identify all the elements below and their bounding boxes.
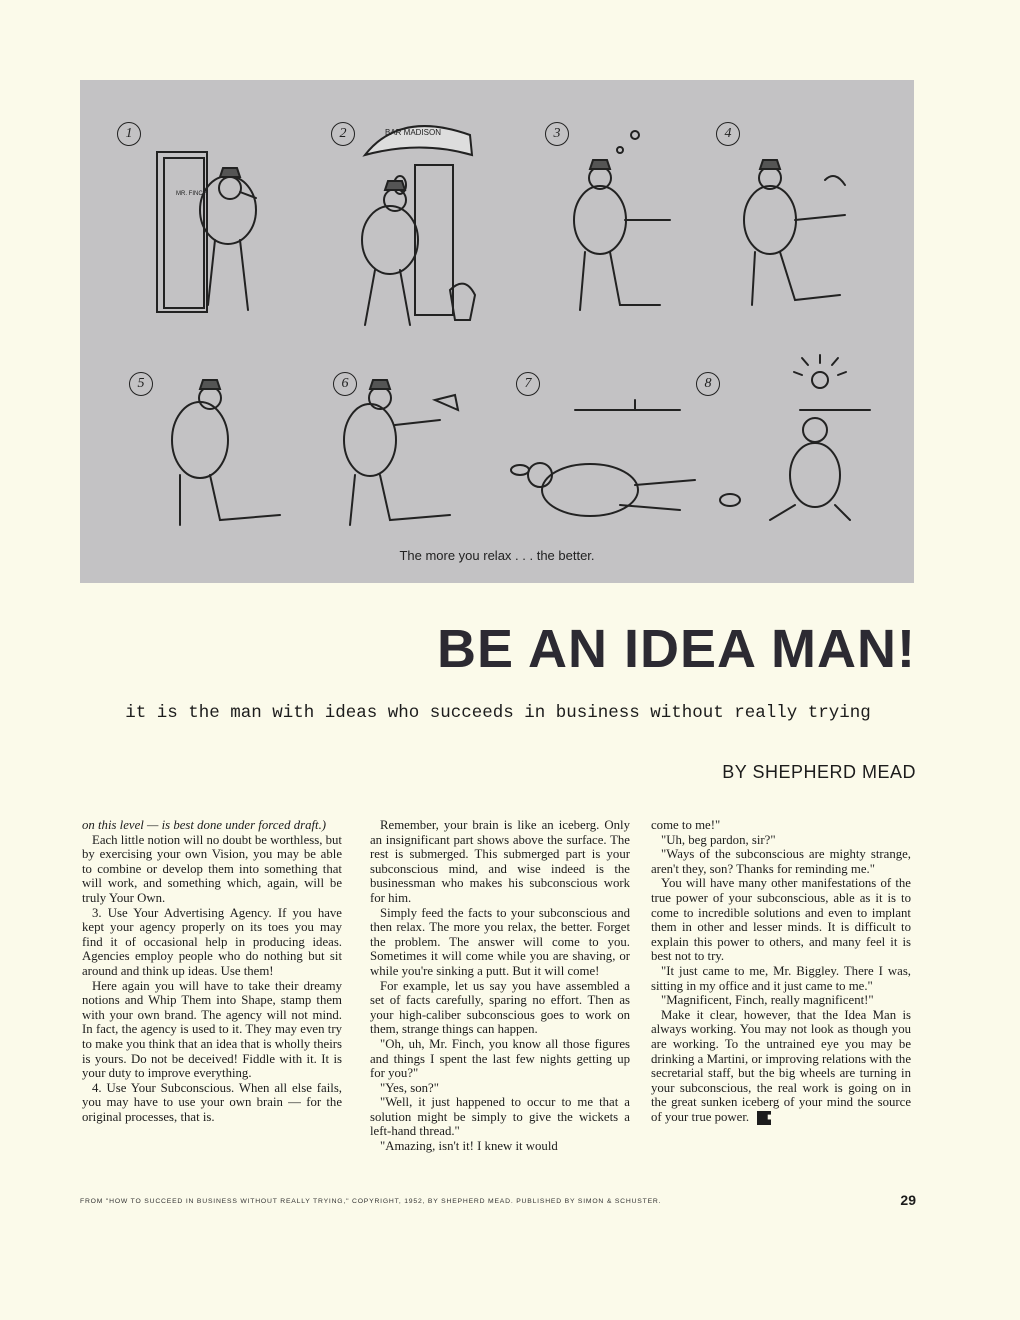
svg-text:MR. FINCH: MR. FINCH bbox=[176, 191, 207, 197]
paragraph: "Yes, son?" bbox=[380, 1080, 439, 1095]
paragraph: 4. Use Your Subconscious. When all else fails, you may have to use your own brain — for the original processes, that is. bbox=[82, 1080, 342, 1124]
panel-1-figure bbox=[157, 152, 256, 312]
panel-number: 8 bbox=[696, 372, 720, 396]
paragraph: "Magnificent, Finch, really magnificent!" bbox=[661, 993, 874, 1008]
paragraph: Each little notion will no doubt be worthless, but by exercising your own Vision, you may be able to combine or develop them into something that will work, and something which, again, will be truly Your Own. bbox=[82, 832, 342, 905]
copyright-footer: FROM "HOW TO SUCCEED IN BUSINESS WITHOUT REALLY TRYING," COPYRIGHT, 1952, BY SHEPHERD MEAD. PUBLISHED BY SIMON & SCHUSTER. bbox=[80, 1198, 662, 1205]
paragraph: You will have many other manifestations of the true power of your subconscious, able as it is to come to incredible solutions and even to implant them in other and lesser minds. It is difficult to explain this power to others, and many feel it is best not to try. bbox=[651, 876, 911, 964]
page-number: 29 bbox=[900, 1192, 916, 1208]
byline: BY SHEPHERD MEAD bbox=[722, 762, 916, 782]
paragraph: 3. Use Your Advertising Agency. If you have kept your agency properly on its toes you may find it of occasional help in producing ideas. Agencies employ people who do nothing but sit around and think up ideas. Use them! bbox=[82, 905, 342, 978]
paragraph: "Uh, beg pardon, sir?" bbox=[661, 832, 776, 847]
panel-3-figure bbox=[574, 131, 670, 310]
paragraph: For example, let us say you have assembled a set of facts carefully, sparing no effort. Then as your high-caliber subconscious goes to work on them, strange things can happen. bbox=[370, 978, 630, 1037]
panel-number: 3 bbox=[545, 122, 569, 146]
paragraph: "Ways of the subconscious are mighty strange, aren't they, son? Thanks for reminding me." bbox=[651, 847, 911, 876]
panel-6-figure bbox=[344, 380, 458, 525]
paragraph-text: Make it clear, however, that the Idea Man is always working. You may not look as though you are working. To the untrained eye you may be drinking a Martini, or improving relations with the secretarial staff, but the big wheels are turning in your subconscious, the real work is going on in the great sunken iceberg of your mind the source of your true power. bbox=[651, 1007, 911, 1124]
panel-7-figure bbox=[511, 400, 695, 516]
panel-number: 6 bbox=[333, 372, 357, 396]
article-title: BE AN IDEA MAN! bbox=[437, 619, 916, 679]
svg-text:BAR MADISON: BAR MADISON bbox=[385, 128, 442, 137]
rabbit-logo-icon: ■ bbox=[757, 1111, 771, 1125]
paragraph: "Amazing, isn't it! I knew it would bbox=[380, 1139, 558, 1154]
panel-number: 1 bbox=[117, 122, 141, 146]
panel-2-figure bbox=[362, 126, 475, 325]
paragraph: "It just came to me, Mr. Biggley. There I was, sitting in my office and it just came to me." bbox=[651, 963, 911, 993]
panel-number: 7 bbox=[516, 372, 540, 396]
paragraph: "Well, it just happened to occur to me that a solution might be simply to give the wickets a left-hand thread." bbox=[370, 1095, 630, 1139]
text-column-3 bbox=[651, 818, 911, 1125]
text-column-1 bbox=[82, 818, 342, 1124]
text-column-2 bbox=[370, 818, 630, 1154]
paragraph: Simply feed the facts to your subconscious and then relax. The more you relax, the better. Forget the problem. The answer will come to you. Sometimes it will come while you are shaving, or while you're sinking a putt. But it will come! bbox=[370, 905, 630, 978]
panel-number: 4 bbox=[716, 122, 740, 146]
paragraph: come to me!" bbox=[651, 818, 721, 832]
cartoon-drawing bbox=[80, 80, 914, 583]
paragraph: "Oh, uh, Mr. Finch, you know all those figures and things I spent the last few nights getting up for you?" bbox=[370, 1036, 630, 1081]
panel-8-figure bbox=[720, 355, 870, 520]
illustration-caption: The more you relax . . . the better. bbox=[399, 548, 595, 563]
panel-number: 2 bbox=[331, 122, 355, 146]
paragraph: on this level — is best done under forced draft.) bbox=[82, 818, 327, 832]
paragraph: Remember, your brain is like an iceberg. Only an insignificant part shows above the surface. The rest is submerged. This submerged part is your subconscious mind, and wise indeed is the businessman who makes his subconscious work for him. bbox=[370, 818, 630, 905]
panel-5-figure bbox=[172, 380, 280, 525]
panel-number: 5 bbox=[129, 372, 153, 396]
article-subtitle: it is the man with ideas who succeeds in business without really trying bbox=[125, 703, 871, 723]
panel-4-figure bbox=[744, 160, 845, 305]
paragraph bbox=[651, 1008, 911, 1125]
cartoon-illustration bbox=[80, 80, 914, 583]
paragraph: Here again you will have to take their dreamy notions and Whip Them into Shape, stamp them with your own brand. The agency will not mind. In fact, the agency is used to it. They may even try to make you think that an idea that is wholly theirs is yours. Do not be deceived! Fiddle with it. It is your duty to improve everything. bbox=[82, 978, 342, 1081]
